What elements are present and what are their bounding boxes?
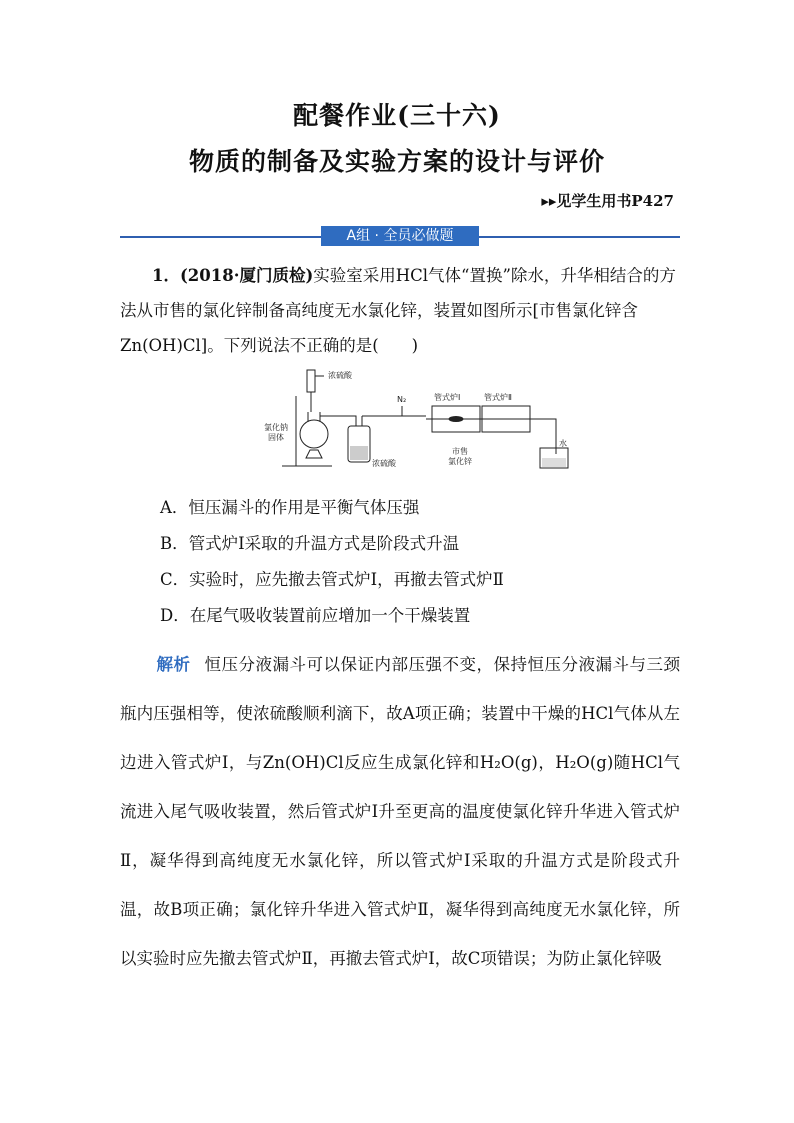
label-furnace-2: 管式炉Ⅱ	[484, 393, 512, 402]
label-nacl: 氯化钠	[264, 423, 288, 432]
label-furnace-1: 管式炉Ⅰ	[434, 393, 461, 402]
label-conc-acid-top: 浓硫酸	[328, 371, 352, 380]
option-d: D．在尾气吸收装置前应增加一个干燥装置	[160, 606, 471, 625]
label-conc-acid-bottle: 浓硫酸	[372, 459, 396, 468]
option-c: C．实验时，应先撤去管式炉Ⅰ，再撤去管式炉Ⅱ	[160, 570, 504, 589]
zinc-chloride-sample	[449, 417, 463, 422]
three-neck-flask	[300, 420, 328, 448]
analysis-block	[120, 640, 680, 983]
page-subtitle: 物质的制备及实验方案的设计与评价	[188, 147, 605, 176]
label-market-2: 氯化锌	[448, 457, 472, 466]
label-water: 水	[559, 439, 567, 448]
question-source: (2018·厦门质检)	[179, 266, 314, 285]
pressure-funnel	[307, 370, 315, 392]
label-solid: 固体	[268, 433, 284, 442]
label-market-1: 市售	[452, 447, 468, 456]
option-b: B．管式炉Ⅰ采取的升温方式是阶段式升温	[160, 534, 460, 553]
question-text: 实验室采用HCl气体“置换”除水，升华相结合的方法从市售的氯化锌制备高纯度无水氯化锌，装置如图所示[市售氯化锌含Zn(OH)Cl]。下列说法不正确的是( )	[120, 266, 676, 355]
question-number: 1．	[152, 266, 180, 285]
book-reference: ▸▸见学生用书P427	[541, 192, 674, 210]
option-a: A．恒压漏斗的作用是平衡气体压强	[160, 498, 420, 517]
label-n2: N₂	[397, 395, 407, 404]
section-badge: A组 · 全员必做题	[321, 226, 479, 246]
analysis-label: 解析	[156, 655, 191, 674]
analysis-text: 恒压分液漏斗可以保证内部压强不变，保持恒压分液漏斗与三颈瓶内压强相等，使浓硫酸顺利滴下，故A项正确；装置中干燥的HCl气体从左边进入管式炉Ⅰ，与Zn(OH)Cl反应生成氯化锌和H₂O(g)，H₂O(g)随HCl气流进入尾气吸收装置，然后管式炉Ⅰ升至更高的温度使氯化锌升华进入管式炉Ⅱ，凝华得到高纯度无水氯化锌，所以管式炉Ⅰ采取的升温方式是阶段式升温，故B项正确；氯化锌升华进入管式炉Ⅱ，凝华得到高纯度无水氯化锌，所以实验时应先撤去管式炉Ⅱ，再撤去管式炉Ⅰ，故C项错误；为防止氯化锌吸	[120, 655, 680, 968]
page-title: 配餐作业(三十六)	[293, 101, 501, 130]
question-stem	[120, 258, 680, 363]
bottle-liquid	[350, 446, 368, 460]
beaker-water	[542, 458, 566, 467]
burner	[306, 450, 322, 458]
apparatus-diagram	[262, 366, 572, 478]
